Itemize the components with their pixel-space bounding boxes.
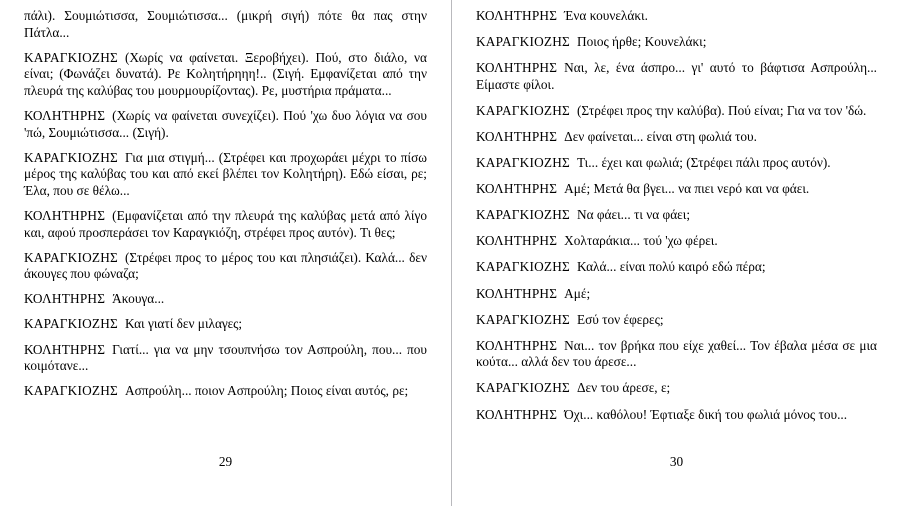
- line-text: Αμέ; Μετά θα βγει... να πιει νερό και να φάει.: [564, 181, 810, 197]
- speaker-label: ΚΟΛΗΤΗΡΗΣ: [24, 207, 106, 223]
- speaker-label: ΚΑΡΑΓΚΙΟΖΗΣ: [476, 259, 570, 275]
- speaker-label: ΚΑΡΑΓΚΙΟΖΗΣ: [24, 316, 118, 332]
- script-line: [476, 60, 877, 93]
- line-text: Άκουγα...: [112, 291, 165, 307]
- page-number: 29: [218, 454, 233, 469]
- speaker-label: ΚΟΛΗΤΗΡΗΣ: [24, 107, 106, 123]
- line-text: Ναι... τον βρήκα που είχε χαθεί... Τον έβαλα μέσα σε μια κούτα... αλλά δεν του άρεσε...: [476, 337, 877, 370]
- line-text: Ένα κουνελάκι.: [564, 8, 648, 23]
- script-line: [476, 155, 877, 172]
- speaker-label: ΚΑΡΑΓΚΙΟΖΗΣ: [476, 207, 570, 223]
- script-line: [476, 407, 877, 424]
- line-text: Εσύ τον έφερες;: [576, 311, 664, 327]
- script-line: [476, 181, 877, 198]
- speaker-label: ΚΟΛΗΤΗΡΗΣ: [476, 233, 558, 249]
- line-text: (Χωρίς να φαίνεται συνεχίζει). Πού 'χω δυο λόγια να σου 'πώ, Σουμιώτισσα... (Σιγή).: [24, 107, 427, 140]
- line-text: Ποιος ήρθε; Κουνελάκι;: [576, 34, 707, 50]
- line-text: Αμέ;: [564, 285, 591, 301]
- script-line: [476, 233, 877, 250]
- script-line: [476, 103, 877, 120]
- line-text: Για μια στιγμή... (Στρέφει και προχωράει μέχρι το πίσω μέρος της καλύβας του και από εκεί βλέπει τον Κολητήρη). Εδώ είσαι, ρε; Έλα, που σε θέλω...: [24, 149, 427, 198]
- line-text: Και γιατί δεν μιλαγες;: [124, 316, 243, 332]
- line-text: Να φάει... τι να φάει;: [576, 207, 691, 223]
- line-text: Γιατί... για να μην τσουπνήσω τον Ασπρούλη, που... που κοιμότανε...: [24, 341, 427, 374]
- line-text: πάλι). Σουμιώτισσα, Σουμιώτισσα... (μικρή σιγή) πότε θα πας στην Πάτλα...: [24, 8, 427, 40]
- speaker-label: ΚΑΡΑΓΚΙΟΖΗΣ: [476, 380, 570, 396]
- script-line: [476, 8, 877, 25]
- line-text: Όχι... καθόλου! Έφτιαξε δική του φωλιά μόνος του...: [564, 406, 848, 422]
- speaker-label: ΚΟΛΗΤΗΡΗΣ: [476, 181, 558, 197]
- page-left-content: [24, 8, 427, 408]
- script-line: [24, 291, 427, 308]
- line-text: (Στρέφει προς το μέρος του και πλησιάζει). Καλά... δεν άκουγες που φώναζα;: [24, 249, 427, 282]
- speaker-label: ΚΑΡΑΓΚΙΟΖΗΣ: [24, 383, 118, 399]
- page-right-content: [476, 8, 877, 433]
- script-line: [476, 34, 877, 51]
- script-line: [476, 129, 877, 146]
- script-line: [24, 8, 427, 41]
- script-line: [476, 380, 877, 397]
- speaker-label: ΚΑΡΑΓΚΙΟΖΗΣ: [24, 49, 118, 65]
- script-line: [24, 50, 427, 100]
- speaker-label: ΚΟΛΗΤΗΡΗΣ: [476, 8, 558, 23]
- speaker-label: ΚΑΡΑΓΚΙΟΖΗΣ: [24, 249, 118, 265]
- line-text: Ναι, λε, ένα άσπρο... γι' αυτό το βάφτισα Ασπρούλη... Είμαστε φίλοι.: [476, 60, 877, 92]
- script-line: [476, 259, 877, 276]
- script-line: [476, 286, 877, 303]
- script-line: [24, 383, 427, 400]
- speaker-label: ΚΑΡΑΓΚΙΟΖΗΣ: [476, 155, 570, 171]
- speaker-label: ΚΟΛΗΤΗΡΗΣ: [476, 285, 558, 301]
- speaker-label: ΚΑΡΑΓΚΙΟΖΗΣ: [476, 34, 570, 50]
- line-text: Χολταράκια... τού 'χω φέρει.: [564, 233, 718, 249]
- speaker-label: ΚΟΛΗΤΗΡΗΣ: [24, 341, 106, 357]
- speaker-label: ΚΟΛΗΤΗΡΗΣ: [476, 406, 558, 422]
- script-line: [24, 208, 427, 241]
- speaker-label: ΚΑΡΑΓΚΙΟΖΗΣ: [24, 149, 118, 165]
- line-text: Καλά... είναι πολύ καιρό εδώ πέρα;: [576, 259, 766, 275]
- speaker-label: ΚΟΛΗΤΗΡΗΣ: [476, 337, 558, 353]
- script-line: [24, 250, 427, 283]
- line-text: (Εμφανίζεται από την πλευρά της καλύβας μετά από λίγο και, αφού προσπεράσει τον Καραγκιόζη, στρέφει προς αυτόν). Τι θες;: [24, 207, 427, 240]
- line-text: Δεν του άρεσε, ε;: [576, 380, 671, 396]
- line-text: (Στρέφει προς την καλύβα). Πού είναι; Για να τον 'δώ.: [576, 102, 867, 118]
- script-line: [24, 108, 427, 141]
- page-right: [452, 0, 901, 506]
- speaker-label: ΚΟΛΗΤΗΡΗΣ: [476, 60, 558, 76]
- speaker-label: ΚΟΛΗΤΗΡΗΣ: [476, 128, 558, 144]
- script-line: [476, 338, 877, 371]
- script-line: [476, 312, 877, 329]
- script-line: [476, 207, 877, 224]
- line-text: Ασπρούλη... ποιον Ασπρούλη; Ποιος είναι αυτός, ρε;: [124, 383, 409, 399]
- line-text: (Χωρίς να φαίνεται. Ξεροβήχει). Πού, στο διάλο, να είναι; (Φωνάζει δυνατά). Ρε Κολητήρηηη!.. (Σιγή. Εμφανίζεται από την πλευρά της καλύβας του μουρμουρίζοντας). Ρε, μυστήρια πράματα...: [24, 49, 427, 98]
- page-number: 30: [669, 454, 684, 469]
- line-text: Δεν φαίνεται... είναι στη φωλιά του.: [564, 128, 757, 144]
- speaker-label: ΚΟΛΗΤΗΡΗΣ: [24, 291, 106, 307]
- speaker-label: ΚΑΡΑΓΚΙΟΖΗΣ: [476, 102, 570, 118]
- line-text: Τι... έχει και φωλιά; (Στρέφει πάλι προς αυτόν).: [576, 155, 831, 171]
- speaker-label: ΚΑΡΑΓΚΙΟΖΗΣ: [476, 311, 570, 327]
- script-line: [24, 316, 427, 333]
- script-line: [24, 150, 427, 200]
- script-line: [24, 342, 427, 375]
